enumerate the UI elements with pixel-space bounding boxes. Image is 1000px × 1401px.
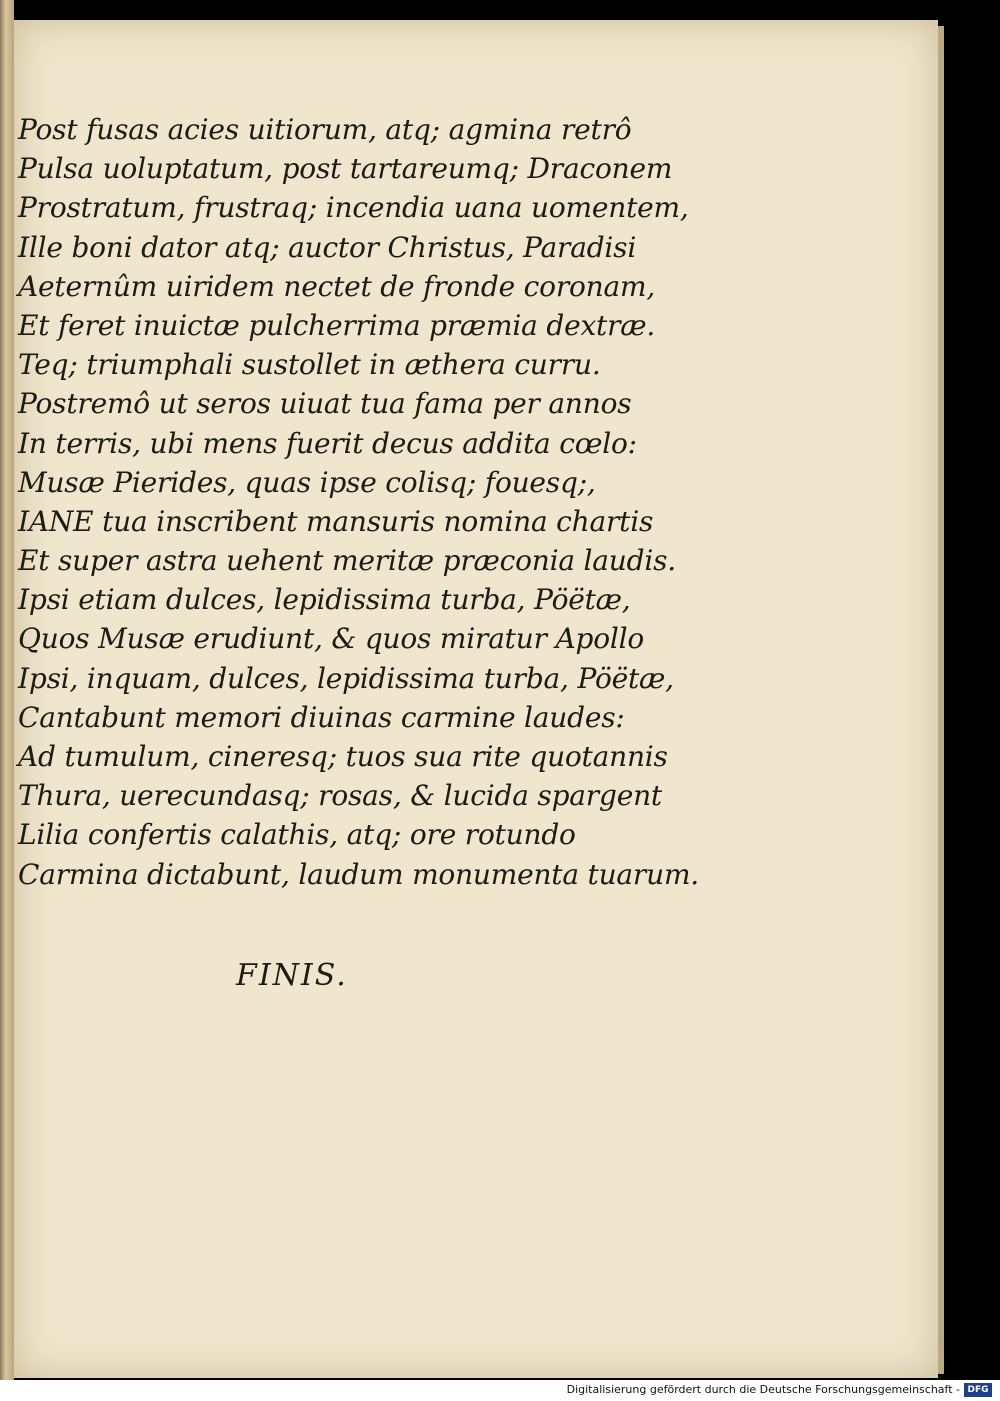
poem-line: Pulsa uoluptatum, post tartareumq; Draconem: [18, 152, 673, 186]
poem-line: Teq; triumphali sustollet in æthera curru.: [18, 348, 601, 382]
poem-line: Ipsi, inquam, dulces, lepidissima turba, Pöëtæ,: [18, 661, 674, 695]
poem-line: Cantabunt memori diuinas carmine laudes:: [18, 700, 625, 734]
digitization-footer: [0, 1380, 1000, 1401]
poem-line: In terris, ubi mens fuerit decus addita cœlo:: [18, 426, 637, 460]
poem-line: Post fusas acies uitiorum, atq; agmina retrô: [18, 113, 632, 146]
book-spine: [0, 0, 14, 1380]
closing-finis: FINIS.: [236, 958, 348, 993]
poem-line: Musæ Pierides, quas ipse colisq; fouesq;,: [18, 465, 596, 499]
poem-line: Prostratum, frustraq; incendia uana uomentem,: [18, 191, 689, 225]
poem-line: Ipsi etiam dulces, lepidissima turba, Pöëtæ,: [18, 583, 631, 617]
poem-line: Postremô ut seros uiuat tua fama per annos: [18, 387, 632, 421]
poem-line: Et super astra uehent meritæ præconia laudis.: [18, 544, 676, 578]
poem-line: IANE tua inscribent mansuris nomina chartis: [18, 504, 654, 538]
poem-text: [18, 110, 918, 894]
page-edge: [938, 26, 944, 1374]
poem-line: Quos Musæ erudiunt, & quos miratur Apollo: [18, 622, 645, 656]
poem-line: Lilia confertis calathis, atq; ore rotundo: [18, 818, 576, 852]
poem-line: Carmina dictabunt, laudum monumenta tuarum.: [18, 857, 699, 891]
dfg-logo-icon: DFG: [964, 1383, 992, 1397]
poem-line: Et feret inuictæ pulcherrima præmia dextræ.: [18, 308, 656, 342]
poem-line: Aeternûm uiridem nectet de fronde coronam,: [18, 269, 656, 303]
poem-line: Ille boni dator atq; auctor Christus, Paradisi: [18, 230, 637, 264]
funding-credit: Digitalisierung gefördert durch die Deutsche Forschungsgemeinschaft -: [566, 1383, 960, 1396]
poem-line: Thura, uerecundasq; rosas, & lucida spargent: [18, 779, 662, 813]
poem-line: Ad tumulum, cineresq; tuos sua rite quotannis: [18, 740, 668, 773]
